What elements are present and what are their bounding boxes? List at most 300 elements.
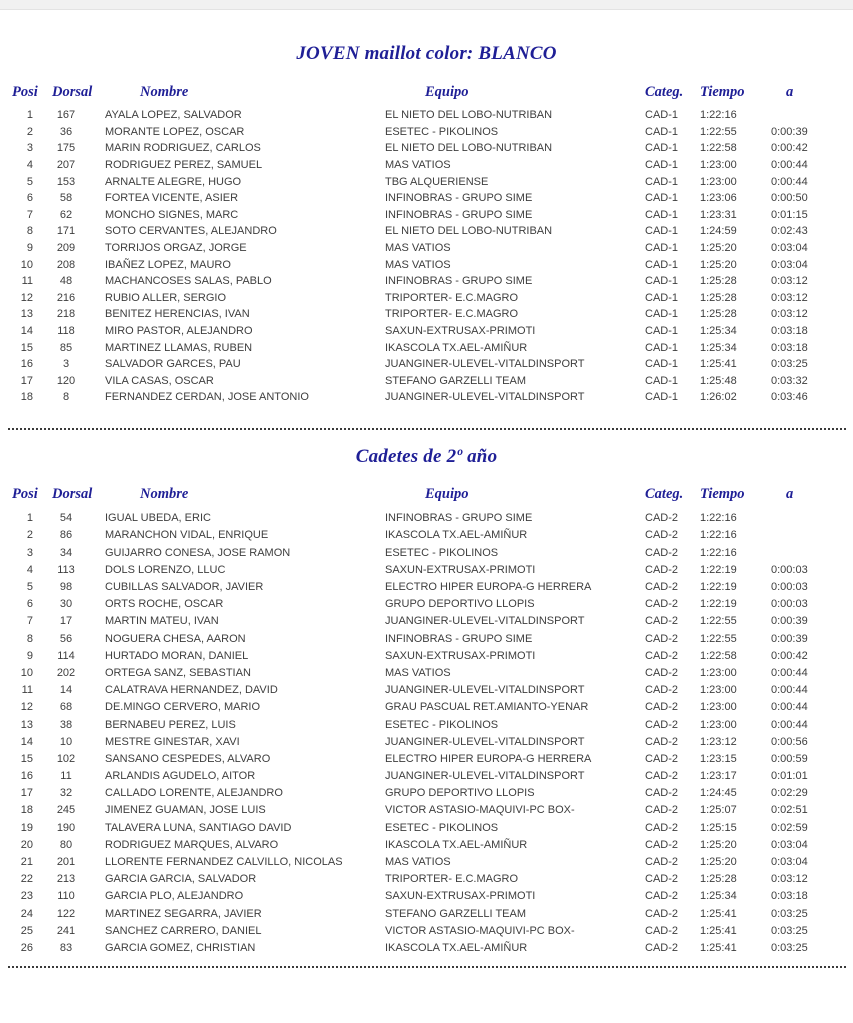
- gap-cell: 0:03:18: [771, 890, 808, 903]
- gap-cell: [768, 107, 853, 124]
- result-row: [0, 256, 853, 273]
- tiempo-cell: 1:24:59: [700, 225, 737, 238]
- result-row: [0, 273, 853, 290]
- posi-cell: 20: [20, 838, 33, 851]
- categ-cell: CAD-1: [645, 291, 679, 304]
- gap-cell: 0:00:39: [771, 125, 808, 138]
- categ-cell: CAD-1: [645, 225, 679, 238]
- gap-cell: 0:00:39: [771, 632, 808, 645]
- dorsal-cell: 83: [59, 941, 73, 954]
- equipo-cell: SAXUN-EXTRUSAX-PRIMOTI: [385, 563, 536, 576]
- tiempo-cell: 1:25:20: [700, 856, 737, 869]
- posi-cell: 17: [20, 374, 33, 387]
- equipo-cell: ELECTRO HIPER EUROPA-G HERRERA: [385, 581, 592, 594]
- result-row: [0, 527, 853, 544]
- result-row: [0, 157, 853, 174]
- posi-cell: 2: [26, 529, 33, 542]
- tiempo-cell: 1:22:58: [700, 142, 737, 155]
- dorsal-cell: 38: [59, 718, 73, 731]
- tiempo-cell: 1:25:34: [700, 325, 737, 338]
- posi-cell: 18: [20, 804, 33, 817]
- dorsal-cell: 17: [59, 615, 73, 628]
- nombre-cell: NOGUERA CHESA, AARON: [105, 632, 246, 645]
- dorsal-cell: 167: [56, 109, 76, 122]
- categ-cell: CAD-1: [645, 374, 679, 387]
- posi-cell: 10: [20, 666, 33, 679]
- col-header-gap: a: [786, 83, 794, 100]
- result-row: [0, 578, 853, 595]
- nombre-cell: JIMENEZ GUAMAN, JOSE LUIS: [105, 804, 266, 817]
- nombre-cell: ORTEGA SANZ, SEBASTIAN: [105, 666, 251, 679]
- tiempo-cell: 1:22:16: [700, 109, 737, 122]
- posi-cell: 7: [26, 208, 33, 221]
- dorsal-cell: 202: [56, 666, 76, 679]
- gap-cell: 0:03:25: [771, 924, 808, 937]
- dorsal-cell: 216: [56, 291, 76, 304]
- col-header-equipo: Equipo: [425, 486, 469, 503]
- nombre-cell: AYALA LOPEZ, SALVADOR: [105, 109, 242, 122]
- gap-cell: 0:03:04: [771, 838, 808, 851]
- categ-cell: CAD-1: [645, 275, 679, 288]
- tiempo-cell: 1:22:55: [700, 125, 737, 138]
- dorsal-cell: 122: [56, 907, 76, 920]
- posi-cell: 23: [20, 890, 33, 903]
- nombre-cell: MARTINEZ SEGARRA, JAVIER: [105, 907, 262, 920]
- equipo-cell: SAXUN-EXTRUSAX-PRIMOTI: [385, 890, 536, 903]
- dorsal-cell: 80: [59, 838, 73, 851]
- gap-cell: 0:01:15: [771, 208, 808, 221]
- result-row: [0, 389, 853, 406]
- gap-cell: 0:03:04: [771, 258, 808, 271]
- dorsal-cell: 10: [59, 735, 73, 748]
- posi-cell: 3: [26, 142, 33, 155]
- equipo-cell: STEFANO GARZELLI TEAM: [385, 907, 526, 920]
- tiempo-cell: 1:25:41: [700, 907, 737, 920]
- equipo-cell: JUANGINER-ULEVEL-VITALDINSPORT: [385, 770, 585, 783]
- result-row: [0, 290, 853, 307]
- col-header-dorsal: Dorsal: [52, 83, 93, 100]
- dorsal-cell: 62: [59, 208, 73, 221]
- gap-cell: 0:02:59: [771, 821, 808, 834]
- tiempo-cell: 1:25:34: [700, 890, 737, 903]
- dorsal-cell: 8: [62, 391, 70, 404]
- equipo-cell: GRUPO DEPORTIVO LLOPIS: [385, 598, 535, 611]
- tiempo-cell: 1:23:12: [700, 735, 737, 748]
- dorsal-cell: 190: [56, 821, 76, 834]
- equipo-cell: JUANGINER-ULEVEL-VITALDINSPORT: [385, 391, 585, 404]
- equipo-cell: STEFANO GARZELLI TEAM: [385, 374, 526, 387]
- gap-cell: 0:00:44: [771, 684, 808, 697]
- dorsal-cell: 201: [56, 856, 76, 869]
- dorsal-cell: 209: [56, 242, 76, 255]
- categ-cell: CAD-1: [645, 341, 679, 354]
- tiempo-cell: 1:25:34: [700, 341, 737, 354]
- posi-cell: 14: [20, 735, 33, 748]
- equipo-cell: GRUPO DEPORTIVO LLOPIS: [385, 787, 535, 800]
- nombre-cell: MORANTE LOPEZ, OSCAR: [105, 125, 245, 138]
- tiempo-cell: 1:25:28: [700, 275, 737, 288]
- posi-cell: 17: [20, 787, 33, 800]
- result-row: [0, 682, 853, 699]
- gap-cell: 0:03:25: [771, 907, 808, 920]
- tiempo-cell: 1:23:06: [700, 192, 737, 205]
- categ-cell: CAD-1: [645, 109, 679, 122]
- nombre-cell: LLORENTE FERNANDEZ CALVILLO, NICOLAS: [105, 856, 343, 869]
- categ-cell: CAD-2: [645, 666, 679, 679]
- nombre-cell: MARTIN MATEU, IVAN: [105, 615, 219, 628]
- tiempo-cell: 1:25:41: [700, 924, 737, 937]
- result-row: [0, 207, 853, 224]
- gap-cell: 0:03:04: [771, 856, 808, 869]
- posi-cell: 19: [20, 821, 33, 834]
- dorsal-cell: 245: [56, 804, 76, 817]
- posi-cell: 22: [20, 873, 33, 886]
- posi-cell: 2: [26, 125, 33, 138]
- nombre-cell: DOLS LORENZO, LLUC: [105, 563, 226, 576]
- tiempo-cell: 1:24:45: [700, 787, 737, 800]
- categ-cell: CAD-2: [645, 787, 679, 800]
- posi-cell: 25: [20, 924, 33, 937]
- result-row: [0, 510, 853, 527]
- result-row: [0, 630, 853, 647]
- tiempo-cell: 1:22:19: [700, 598, 737, 611]
- nombre-cell: MARIN RODRIGUEZ, CARLOS: [105, 142, 261, 155]
- gap-cell: 0:00:56: [771, 735, 808, 748]
- tiempo-cell: 1:23:00: [700, 175, 737, 188]
- tiempo-cell: 1:25:48: [700, 374, 737, 387]
- gap-cell: 0:00:03: [771, 581, 808, 594]
- dorsal-cell: 208: [56, 258, 76, 271]
- result-row: [0, 323, 853, 340]
- nombre-cell: BENITEZ HERENCIAS, IVAN: [105, 308, 250, 321]
- gap-cell: 0:02:51: [771, 804, 808, 817]
- equipo-cell: ELECTRO HIPER EUROPA-G HERRERA: [385, 752, 592, 765]
- posi-cell: 15: [20, 752, 33, 765]
- gap-cell: 0:00:44: [771, 718, 808, 731]
- page-top-edge: [0, 0, 853, 10]
- tiempo-cell: 1:23:17: [700, 770, 737, 783]
- gap-cell: 0:03:12: [771, 275, 808, 288]
- result-row: [0, 853, 853, 870]
- equipo-cell: MAS VATIOS: [385, 159, 451, 172]
- tiempo-cell: 1:25:28: [700, 308, 737, 321]
- gap-cell: 0:00:50: [771, 192, 808, 205]
- col-header-nombre: Nombre: [140, 83, 189, 100]
- equipo-cell: INFINOBRAS - GRUPO SIME: [385, 275, 533, 288]
- gap-cell: 0:00:03: [771, 598, 808, 611]
- posi-cell: 13: [20, 308, 33, 321]
- gap-cell: 0:01:01: [771, 770, 808, 783]
- result-row: [0, 561, 853, 578]
- result-row: [0, 173, 853, 190]
- result-row: [0, 733, 853, 750]
- equipo-cell: MAS VATIOS: [385, 856, 451, 869]
- dorsal-cell: 207: [56, 159, 76, 172]
- tiempo-cell: 1:22:55: [700, 615, 737, 628]
- categ-cell: CAD-1: [645, 308, 679, 321]
- tiempo-cell: 1:26:02: [700, 391, 737, 404]
- gap-cell: 0:03:04: [771, 242, 808, 255]
- result-row: [0, 339, 853, 356]
- col-header-posi: Posi: [12, 83, 38, 100]
- dorsal-cell: 102: [56, 752, 76, 765]
- equipo-cell: SAXUN-EXTRUSAX-PRIMOTI: [385, 649, 536, 662]
- tiempo-cell: 1:22:16: [700, 512, 737, 525]
- categ-cell: CAD-2: [645, 821, 679, 834]
- posi-cell: 13: [20, 718, 33, 731]
- dorsal-cell: 32: [59, 787, 73, 800]
- tiempo-cell: 1:23:00: [700, 666, 737, 679]
- categ-cell: CAD-2: [645, 856, 679, 869]
- result-row: [0, 664, 853, 681]
- posi-cell: 4: [26, 563, 33, 576]
- categ-cell: CAD-2: [645, 924, 679, 937]
- posi-cell: 10: [20, 258, 33, 271]
- table-header-row: [0, 77, 853, 107]
- nombre-cell: RODRIGUEZ PEREZ, SAMUEL: [105, 159, 263, 172]
- nombre-cell: VILA CASAS, OSCAR: [105, 374, 214, 387]
- tiempo-cell: 1:25:20: [700, 242, 737, 255]
- dorsal-cell: 171: [56, 225, 76, 238]
- categ-cell: CAD-1: [645, 125, 679, 138]
- posi-cell: 8: [26, 632, 33, 645]
- equipo-cell: JUANGINER-ULEVEL-VITALDINSPORT: [385, 615, 585, 628]
- dorsal-cell: 34: [59, 546, 73, 559]
- nombre-cell: RODRIGUEZ MARQUES, ALVARO: [105, 838, 279, 851]
- gap-cell: [768, 510, 853, 527]
- posi-cell: 24: [20, 907, 33, 920]
- nombre-cell: FERNANDEZ CERDAN, JOSE ANTONIO: [105, 391, 309, 404]
- result-row: [0, 750, 853, 767]
- results-body-cadetes: [0, 510, 853, 957]
- posi-cell: 9: [26, 242, 33, 255]
- nombre-cell: ARLANDIS AGUDELO, AITOR: [105, 770, 256, 783]
- result-row: [0, 888, 853, 905]
- categ-cell: CAD-2: [645, 529, 679, 542]
- posi-cell: 3: [26, 546, 33, 559]
- categ-cell: CAD-1: [645, 242, 679, 255]
- nombre-cell: MARTINEZ LLAMAS, RUBEN: [105, 341, 253, 354]
- equipo-cell: IKASCOLA TX.AEL-AMIÑUR: [385, 529, 528, 542]
- posi-cell: 9: [26, 649, 33, 662]
- gap-cell: 0:00:44: [771, 701, 808, 714]
- gap-cell: 0:00:44: [771, 175, 808, 188]
- categ-cell: CAD-2: [645, 684, 679, 697]
- categ-cell: CAD-2: [645, 941, 679, 954]
- nombre-cell: GARCIA GARCIA, SALVADOR: [105, 873, 257, 886]
- categ-cell: CAD-2: [645, 804, 679, 817]
- result-row: [0, 544, 853, 561]
- dorsal-cell: 14: [59, 684, 73, 697]
- equipo-cell: IKASCOLA TX.AEL-AMIÑUR: [385, 941, 528, 954]
- categ-cell: CAD-1: [645, 391, 679, 404]
- gap-cell: 0:02:29: [771, 787, 808, 800]
- posi-cell: 15: [20, 341, 33, 354]
- equipo-cell: IKASCOLA TX.AEL-AMIÑUR: [385, 838, 528, 851]
- dorsal-cell: 118: [57, 325, 75, 338]
- separator-dotted-line: [8, 428, 846, 430]
- results-body-joven: [0, 107, 853, 406]
- equipo-cell: MAS VATIOS: [385, 258, 451, 271]
- equipo-cell: INFINOBRAS - GRUPO SIME: [385, 208, 533, 221]
- posi-cell: 4: [26, 159, 33, 172]
- nombre-cell: MARANCHON VIDAL, ENRIQUE: [105, 529, 269, 542]
- gap-cell: 0:03:25: [771, 358, 808, 371]
- tiempo-cell: 1:25:28: [700, 291, 737, 304]
- categ-cell: CAD-2: [645, 701, 679, 714]
- posi-cell: 6: [26, 598, 33, 611]
- equipo-cell: EL NIETO DEL LOBO-NUTRIBAN: [385, 225, 553, 238]
- col-header-categ: Categ.: [645, 486, 684, 503]
- nombre-cell: FORTEA VICENTE, ASIER: [105, 192, 239, 205]
- nombre-cell: GARCIA GOMEZ, CHRISTIAN: [105, 941, 256, 954]
- posi-cell: 26: [20, 941, 33, 954]
- col-header-gap: a: [786, 486, 794, 503]
- tiempo-cell: 1:23:00: [700, 159, 737, 172]
- nombre-cell: GUIJARRO CONESA, JOSE RAMON: [105, 546, 291, 559]
- tiempo-cell: 1:22:19: [700, 563, 737, 576]
- result-row: [0, 836, 853, 853]
- dorsal-cell: 241: [56, 924, 76, 937]
- nombre-cell: ARNALTE ALEGRE, HUGO: [105, 175, 242, 188]
- gap-cell: 0:00:44: [771, 159, 808, 172]
- separator-dotted-line: [8, 966, 846, 968]
- tiempo-cell: 1:25:41: [700, 358, 737, 371]
- categ-cell: CAD-2: [645, 563, 679, 576]
- nombre-cell: MACHANCOSES SALAS, PABLO: [105, 275, 272, 288]
- posi-cell: 5: [26, 175, 33, 188]
- categ-cell: CAD-1: [645, 175, 679, 188]
- nombre-cell: RUBIO ALLER, SERGIO: [105, 291, 227, 304]
- equipo-cell: TBG ALQUERIENSE: [385, 175, 489, 188]
- tiempo-cell: 1:23:00: [700, 684, 737, 697]
- posi-cell: 1: [26, 512, 33, 525]
- categ-cell: CAD-2: [645, 718, 679, 731]
- categ-cell: CAD-2: [645, 873, 679, 886]
- equipo-cell: ESETEC - PIKOLINOS: [385, 125, 499, 138]
- nombre-cell: IGUAL UBEDA, ERIC: [105, 512, 211, 525]
- tiempo-cell: 1:25:41: [700, 941, 737, 954]
- gap-cell: 0:00:03: [771, 563, 808, 576]
- posi-cell: 18: [20, 391, 33, 404]
- posi-cell: 12: [20, 291, 33, 304]
- nombre-cell: GARCIA PLO, ALEJANDRO: [105, 890, 244, 903]
- result-row: [0, 922, 853, 939]
- categ-cell: CAD-2: [645, 615, 679, 628]
- gap-cell: 0:00:42: [771, 649, 808, 662]
- dorsal-cell: 120: [56, 374, 76, 387]
- categ-cell: CAD-2: [645, 735, 679, 748]
- categ-cell: CAD-1: [645, 325, 679, 338]
- equipo-cell: VICTOR ASTASIO-MAQUIVI-PC BOX-: [385, 924, 575, 937]
- result-row: [0, 613, 853, 630]
- result-row: [0, 107, 853, 124]
- result-row: [0, 223, 853, 240]
- tiempo-cell: 1:23:00: [700, 701, 737, 714]
- dorsal-cell: 48: [59, 275, 73, 288]
- nombre-cell: BERNABEU PEREZ, LUIS: [105, 718, 236, 731]
- col-header-tiempo: Tiempo: [700, 83, 745, 100]
- result-row: [0, 871, 853, 888]
- equipo-cell: MAS VATIOS: [385, 242, 451, 255]
- nombre-cell: CUBILLAS SALVADOR, JAVIER: [105, 581, 264, 594]
- equipo-cell: TRIPORTER- E.C.MAGRO: [385, 308, 519, 321]
- col-header-dorsal: Dorsal: [52, 486, 93, 503]
- gap-cell: 0:03:46: [771, 391, 808, 404]
- tiempo-cell: 1:22:16: [700, 529, 737, 542]
- tiempo-cell: 1:25:07: [700, 804, 737, 817]
- categ-cell: CAD-2: [645, 546, 679, 559]
- posi-cell: 7: [26, 615, 33, 628]
- posi-cell: 16: [20, 358, 33, 371]
- result-row: [0, 373, 853, 390]
- result-row: [0, 785, 853, 802]
- dorsal-cell: 85: [59, 341, 73, 354]
- dorsal-cell: 175: [56, 142, 76, 155]
- categ-cell: CAD-2: [645, 838, 679, 851]
- col-header-equipo: Equipo: [425, 83, 469, 100]
- equipo-cell: GRAU PASCUAL RET.AMIANTO-YENAR: [385, 701, 589, 714]
- nombre-cell: SANSANO CESPEDES, ALVARO: [105, 752, 271, 765]
- result-row: [0, 190, 853, 207]
- tiempo-cell: 1:22:58: [700, 649, 737, 662]
- col-header-tiempo: Tiempo: [700, 486, 745, 503]
- dorsal-cell: 68: [59, 701, 73, 714]
- dorsal-cell: 54: [59, 512, 73, 525]
- nombre-cell: TORRIJOS ORGAZ, JORGE: [105, 242, 247, 255]
- categ-cell: CAD-2: [645, 649, 679, 662]
- gap-cell: 0:03:32: [771, 374, 808, 387]
- tiempo-cell: 1:25:20: [700, 258, 737, 271]
- gap-cell: 0:00:39: [771, 615, 808, 628]
- categ-cell: CAD-2: [645, 890, 679, 903]
- col-header-categ: Categ.: [645, 83, 684, 100]
- result-row: [0, 819, 853, 836]
- equipo-cell: SAXUN-EXTRUSAX-PRIMOTI: [385, 325, 536, 338]
- equipo-cell: JUANGINER-ULEVEL-VITALDINSPORT: [385, 735, 585, 748]
- gap-cell: [768, 527, 853, 544]
- dorsal-cell: 36: [59, 125, 73, 138]
- posi-cell: 12: [20, 701, 33, 714]
- result-row: [0, 140, 853, 157]
- equipo-cell: JUANGINER-ULEVEL-VITALDINSPORT: [385, 684, 585, 697]
- dorsal-cell: 113: [57, 563, 75, 576]
- result-row: [0, 596, 853, 613]
- result-row: [0, 240, 853, 257]
- gap-cell: 0:02:43: [771, 225, 808, 238]
- dorsal-cell: 3: [62, 358, 70, 371]
- equipo-cell: TRIPORTER- E.C.MAGRO: [385, 291, 519, 304]
- nombre-cell: SALVADOR GARCES, PAU: [105, 358, 241, 371]
- gap-cell: 0:00:59: [771, 752, 808, 765]
- dorsal-cell: 98: [59, 581, 73, 594]
- equipo-cell: VICTOR ASTASIO-MAQUIVI-PC BOX-: [385, 804, 575, 817]
- categ-cell: CAD-2: [645, 581, 679, 594]
- posi-cell: 11: [21, 684, 33, 697]
- dorsal-cell: 110: [57, 890, 75, 903]
- result-row: [0, 647, 853, 664]
- categ-cell: CAD-2: [645, 512, 679, 525]
- categ-cell: CAD-1: [645, 142, 679, 155]
- nombre-cell: ORTS ROCHE, OSCAR: [105, 598, 224, 611]
- posi-cell: 16: [20, 770, 33, 783]
- equipo-cell: ESETEC - PIKOLINOS: [385, 821, 499, 834]
- categ-cell: CAD-2: [645, 598, 679, 611]
- categ-cell: CAD-2: [645, 632, 679, 645]
- equipo-cell: JUANGINER-ULEVEL-VITALDINSPORT: [385, 358, 585, 371]
- tiempo-cell: 1:22:19: [700, 581, 737, 594]
- equipo-cell: INFINOBRAS - GRUPO SIME: [385, 192, 533, 205]
